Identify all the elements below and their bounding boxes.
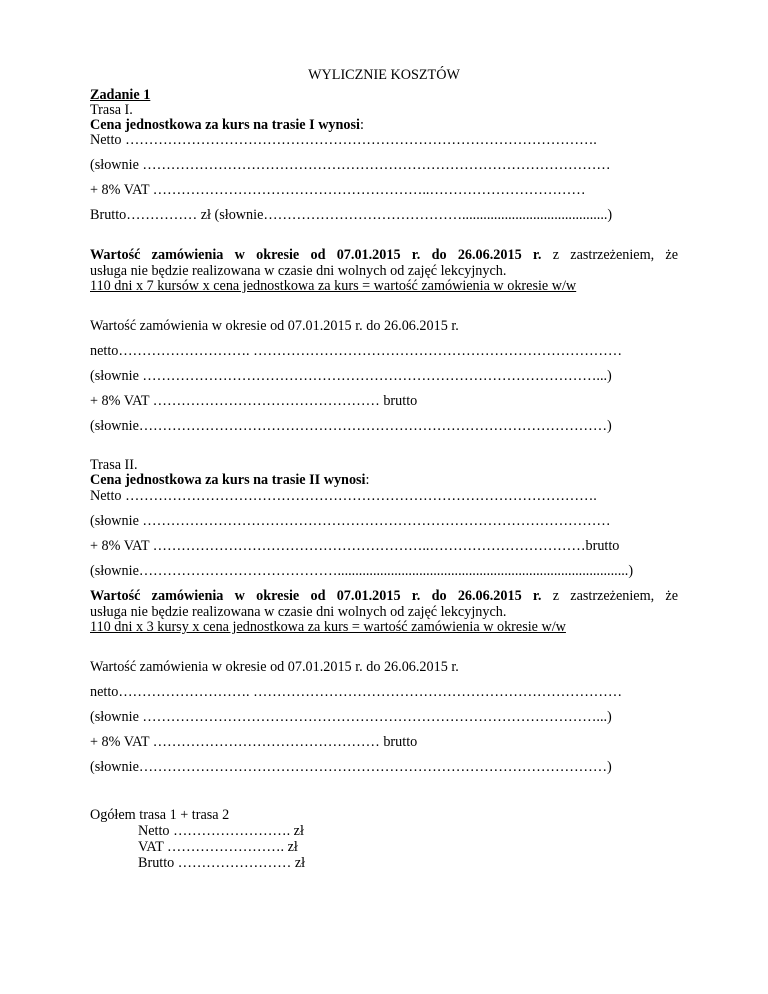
total-title: Ogółem trasa 1 + trasa 2 xyxy=(90,807,230,823)
route1-period-vat: + 8% VAT ………………………………………… brutto xyxy=(90,393,418,409)
route2-period-netto: netto………………………. …………………………………………………………………… xyxy=(90,684,623,700)
route1-price-heading-text: Cena jednostkowa za kurs na trasie I wynosi xyxy=(90,117,360,133)
route2-value-line2: usługa nie będzie realizowana w czasie dni wolnych od zajęć lekcyjnych. xyxy=(90,604,507,620)
route2-netto-line: Netto ………………………………………………………………………………………. xyxy=(90,488,597,504)
route1-period-slownie: (słownie ……………………………………………………………………………………...) xyxy=(90,368,612,384)
route1-period-title: Wartość zamówienia w okresie od 07.01.2015 r. do 26.06.2015 r. xyxy=(90,318,459,334)
route1-period-slownie2: (słownie………………………………………………………………………………………) xyxy=(90,418,612,434)
route2-price-heading xyxy=(90,473,369,488)
route1-name: Trasa I. xyxy=(90,102,133,118)
total-vat: VAT ……………………. zł xyxy=(138,839,298,855)
route1-period-netto: netto………………………. …………………………………………………………………… xyxy=(90,343,623,359)
route1-value-line2: usługa nie będzie realizowana w czasie dni wolnych od zajęć lekcyjnych. xyxy=(90,263,507,279)
route2-period-vat: + 8% VAT ………………………………………… brutto xyxy=(90,734,418,750)
route1-value-bold: Wartość zamówienia w okresie od 07.01.2015 r. do 26.06.2015 r. xyxy=(90,247,542,263)
route1-price-heading-colon: : xyxy=(359,117,364,133)
route2-vat-line: + 8% VAT …………………………………………………..……………………………brutto xyxy=(90,538,620,554)
route1-value-paragraph xyxy=(90,248,678,263)
route2-value-rest: z zastrzeżeniem, że xyxy=(541,588,678,604)
task-heading: Zadanie 1 xyxy=(90,87,151,103)
total-netto: Netto ……………………. zł xyxy=(138,823,304,839)
route2-price-heading-colon: : xyxy=(365,472,370,488)
route2-period-title: Wartość zamówienia w okresie od 07.01.2015 r. do 26.06.2015 r. xyxy=(90,659,459,675)
route2-period-slownie2: (słownie………………………………………………………………………………………) xyxy=(90,759,612,775)
route2-value-bold: Wartość zamówienia w okresie od 07.01.2015 r. do 26.06.2015 r. xyxy=(90,588,542,604)
route2-slownie-line: (słownie ……………………………………………………………………………………… xyxy=(90,513,611,529)
route2-value-paragraph xyxy=(90,589,678,604)
route2-price-heading-text: Cena jednostkowa za kurs na trasie II wynosi xyxy=(90,472,366,488)
total-brutto: Brutto …………………… zł xyxy=(138,855,306,871)
route1-vat-line: + 8% VAT …………………………………………………..…………………………… xyxy=(90,182,586,198)
route1-netto-line: Netto ………………………………………………………………………………………. xyxy=(90,132,597,148)
route1-formula: 110 dni x 7 kursów x cena jednostkowa za kurs = wartość zamówienia w okresie w/w xyxy=(90,278,577,294)
route2-period-slownie: (słownie ……………………………………………………………………………………...) xyxy=(90,709,612,725)
route2-formula: 110 dni x 3 kursy x cena jednostkowa za kurs = wartość zamówienia w okresie w/w xyxy=(90,619,566,635)
document-title: WYLICZNIE KOSZTÓW xyxy=(308,67,460,83)
route1-value-rest: z zastrzeżeniem, że xyxy=(541,247,678,263)
route1-brutto-line: Brutto…………… zł (słownie…………………………………….........................................) xyxy=(90,207,613,223)
route2-name: Trasa II. xyxy=(90,457,138,473)
route1-price-heading xyxy=(90,118,364,133)
route2-slownie-brutto-line: (słownie……………………………………..................................................................................) xyxy=(90,563,634,579)
route1-slownie-line: (słownie ……………………………………………………………………………………… xyxy=(90,157,611,173)
